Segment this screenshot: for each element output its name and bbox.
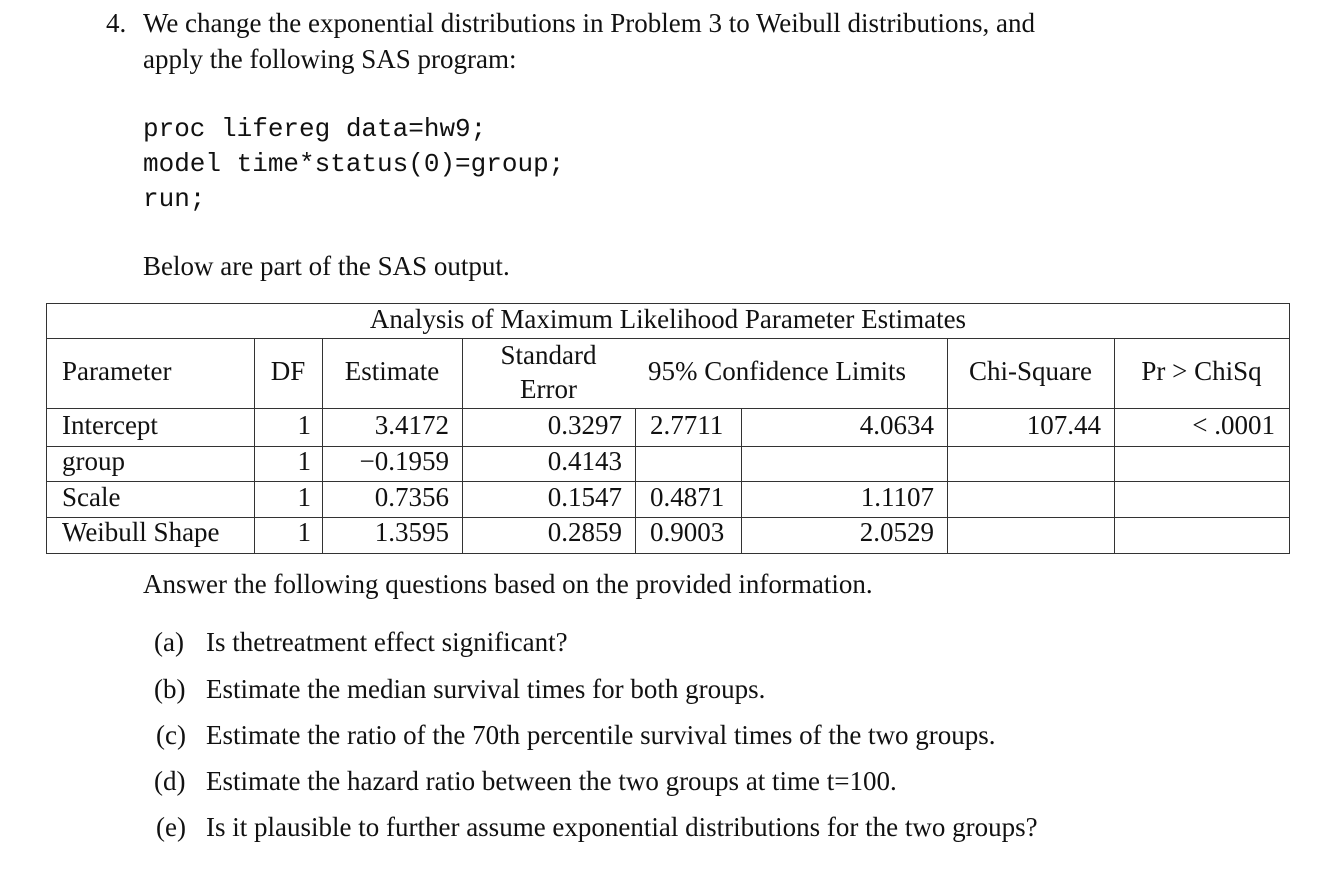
row-intercept-upper: 4.0634 [859,410,934,440]
row-intercept-chisq: 107.44 [1026,410,1101,440]
question-d-text: Estimate the hazard ratio between the two groups at time t=100. [206,766,897,796]
table-col-rule [635,408,636,553]
row-scale-parameter: Scale [62,482,121,512]
problem-number: 4. [106,8,127,38]
row-intercept-std-error: 0.3297 [547,410,622,440]
row-group-df: 1 [297,446,311,476]
row-group-parameter: group [62,446,125,476]
table-rule [47,408,1289,409]
code-line-3: run; [143,184,206,214]
intro-text: Below are part of the SAS output. [143,251,510,281]
row-weibull-parameter: Weibull Shape [62,517,220,547]
header-estimate: Estimate [344,356,440,386]
question-a-text: Is thetreatment effect significant? [206,627,568,657]
header-parameter: Parameter [62,356,172,386]
row-scale-estimate: 0.7356 [374,482,449,512]
header-std-error-2: Error [520,374,577,404]
row-intercept-estimate: 3.4172 [374,410,449,440]
question-c-label: (c) [156,720,186,750]
row-weibull-estimate: 1.3595 [374,517,449,547]
code-line-2: model time*status(0)=group; [143,149,565,179]
row-weibull-df: 1 [297,517,311,547]
row-intercept-parameter: Intercept [62,410,158,440]
problem-line-2: apply the following SAS program: [143,44,517,74]
question-b-label: (b) [154,674,186,704]
sas-output-table [46,303,1290,554]
row-scale-upper: 1.1107 [860,482,934,512]
question-c-text: Estimate the ratio of the 70th percentile survival times of the two groups. [206,720,996,750]
header-df: DF [270,356,306,386]
header-ci: 95% Confidence Limits [648,356,906,386]
row-intercept-pr: < .0001 [1192,410,1275,440]
question-d-label: (d) [154,766,186,796]
question-e-label: (e) [156,812,186,842]
row-intercept-lower: 2.7711 [650,410,724,440]
header-pr: Pr > ChiSq [1141,356,1262,386]
row-weibull-std-error: 0.2859 [547,517,622,547]
header-std-error-1: Standard [500,340,597,370]
answer-intro: Answer the following questions based on the provided information. [143,569,873,599]
row-weibull-upper: 2.0529 [859,517,934,547]
row-scale-df: 1 [297,482,311,512]
table-title: Analysis of Maximum Likelihood Parameter Estimates [369,304,967,334]
question-e-text: Is it plausible to further assume exponential distributions for the two groups? [206,812,1038,842]
table-rule [47,338,1289,339]
row-group-estimate: −0.1959 [359,446,449,476]
header-chisq: Chi-Square [969,356,1092,386]
question-b-text: Estimate the median survival times for both groups. [206,674,766,704]
row-scale-std-error: 0.1547 [547,482,622,512]
code-line-1: proc lifereg data=hw9; [143,114,487,144]
row-intercept-df: 1 [297,410,311,440]
table-rule [47,446,1289,447]
question-a-label: (a) [154,627,184,657]
row-weibull-lower: 0.9003 [650,517,725,547]
row-group-std-error: 0.4143 [547,446,622,476]
row-scale-lower: 0.4871 [650,482,725,512]
problem-line-1: We change the exponential distributions in Problem 3 to Weibull distributions, and [143,8,1036,38]
